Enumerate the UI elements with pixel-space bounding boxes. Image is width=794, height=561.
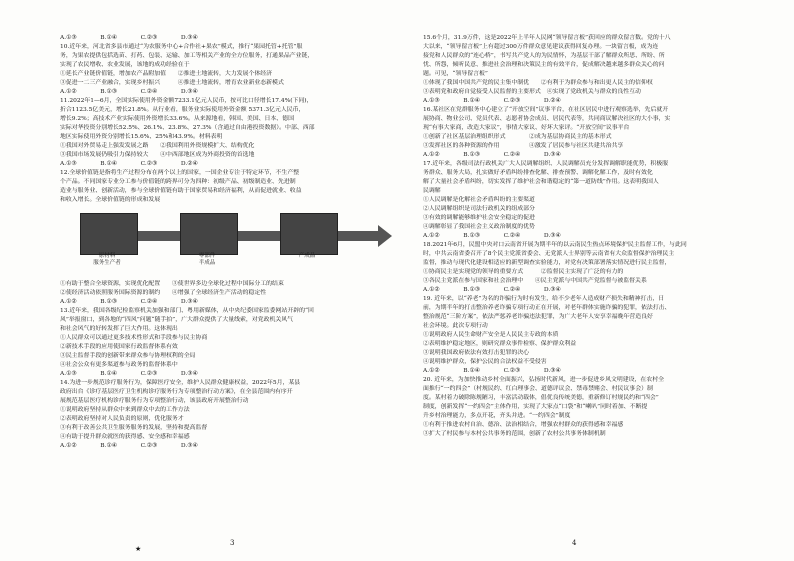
text-line: A.①③ B.①④ C.②③ D.③④ [60,35,198,41]
diagram-image-products [280,213,338,255]
text-line: A.①③ B.①④ C.②③ D.②④ [60,161,198,167]
diagram-stage-1: 原材料 服务生产者 [93,253,121,266]
right-text [423,34,748,439]
text-line: 14.为进一步规范诊疗服务行为，保障医疗安全，维护人民群众健康权益，2022年5月，某县 [60,380,301,386]
text-line: 整治规范“三阶方案”，依法严惩养老诈骗违法犯罪，为广大老年人安享幸福晚年营造良好 [423,314,653,320]
left-top-text [60,34,385,205]
text-line: ②人民调解组织是司法行政机关的组成部分 [423,206,535,212]
text-line: 18.2021年6月，民盟中央对口云南省开展为期半年的以云南民生热点环境保护民主监督工作，与此同 [423,242,687,248]
text-line: 大以来，“领导留言板”上有超过300万件群众意见建议获得回复办理。一块留言板，成为连 [423,44,659,50]
text-line: 19. 近年来，以“养老”为名的诈骗行为时有发生，给不少老年人造成财产损失和精神打击，日 [423,296,665,302]
text-line: ②表明维护稳定地区，则研究群众事件检察、保护群众利益 [423,341,577,347]
text-line: ①有利于推进农村自治、德治、法治相结合，增强农村群众的获得感和幸福感 [423,422,624,428]
text-line: ③表明党和政府自觉接受人民监督的主要形式 ④实现了党政机关与群众的良性互动 [423,89,641,95]
diagram-image-parts [180,213,238,255]
text-line: A.①② B.①③ C.②④ D.③④ [60,299,198,305]
text-line: 务群众、服务大局，扎实做好矛盾纠纷排查化解、排查预警、调解化解工作，及时有效化 [423,170,653,176]
text-line: 10.近年来，河北省多县市通过“为农服务中心+合作社+果农”模式，推行“果园托管+托管”服 [60,44,303,50]
text-line: ②新技术手段的应用使国家行政监督体系有效 [60,344,178,350]
text-line: 政府出台《诊疗基层医疗卫生机构诊疗服务行为专项整治行动方案》，在全县范围内有序开 [60,389,293,395]
text-line: ②表明政府坚持对人民负责的原则，优化服务才 [60,416,184,422]
diagram-arrow-head [378,225,392,247]
text-line: ③民主监督手段的创新带来群众参与协理权利的全局 [60,353,196,359]
diagram-stage-2: 零部件 半成品 [198,253,216,266]
text-line: 20. 近年来，为加快推动乡村全面振兴，弘扬时代新风，进一步促进乡风文明建设，在农村全 [423,377,664,383]
text-line: ①有助于整合全球资源，实现优化配置 ③使世界多边全球化过程中国际分工的结束 [60,281,284,287]
text-line: 民调解 [423,188,441,194]
text-line: 社会环境。此次专项行动 [423,323,488,329]
text-line: ③扩大了村民参与本村公共事务的范围，创新了农村公共事务体制机制 [423,431,606,437]
left-mid-text [60,280,385,451]
text-line: 现“有事大家商，改造大家议”，事情大家议、好坏大家评。“开放空间”议事平台 [423,125,630,131]
text-line: A.①② B.①③ C.②④ D.③④ [423,152,561,158]
text-line: ①体现了我国中国共产党的民主集中制优 ②有利于为群众参与和出更人民主的信仰权 [423,80,653,86]
text-line: A.①② B.①④ C.②③ D.③④ [423,368,561,374]
text-line: 监督，推动与现代化建设相适应的新型调查实验能力，对党有决策部署落实情况进行民主监督， [423,260,671,266]
text-line: 忧、所怨，倾听民意、推进社会治理和决策民主的有效平台，促成解决越来越多群众关心的问 [423,62,665,68]
text-line: ②使经济活动依照服务国际资源的制约 ④增强了全球经济生产活动的稳定性 [60,290,267,296]
diagram-image-raw-materials [80,213,138,255]
text-line: 题。可见，“领导留言板” [423,71,488,77]
text-line: ④调解彰显了我国社会主义政治制度的优势 [423,224,535,230]
text-line: A.①② B.①③ C.②④ D.③④ [60,89,198,95]
text-line: ④说明维护群众，保护公民的合法权益不受侵害 [423,359,547,365]
text-line: ①人民群众可以通过更多技术性形式和手段参与民主协商 [60,335,208,341]
text-line: 时，中共云南省委召开了8个民主党派省委会、无党派人士界别等云南省有大众监督保护治理民主 [423,251,675,257]
text-line: 17.近年来，各级司法行政机关广大人民调解组织、人民调解员充分发挥调解职能优势，积极服 [423,161,668,167]
page-number-right: 4 [572,539,577,547]
text-line: ①我国对外贸易走上强发发展之路 ②我国利用外资规模扩大、结构优化 [60,143,255,149]
bottom-mark: ★ [135,545,142,553]
diagram-stage-3: 产成品 [298,253,316,259]
text-line: 增长9.2%；高技术产业实际使用外资增长33.6%。从来源地看，韩国、美国、日本、德国 [60,116,294,122]
text-line: 实际对华投资分别增长52.5%、26.1%、23.8%、27.3%（含通过自由港投资数据）。中部、西部 [60,125,315,131]
text-line: ③说明我国政府依法有效打击犯罪的决心 [423,350,530,356]
text-line: 前，为期半年的打击整治养老诈骗专项行动正在开展，对老年群体实施诈骗的犯罪，依法打击、 [423,305,671,311]
text-line: 折合1123.5亿美元，增长21.8%。从行业看，服务业实际使用外资金额 5371.3亿元人民币， [60,107,305,113]
text-line: 16.某社区在党群服务中心建立了“开放空间”议事平台，在社区居民中进行观察选举，先后就开 [423,107,669,113]
text-line: 展协商、物业公司、党员代表、志愿者协会成员、居民代表等，共同商议解决社区的大小事，实 [423,116,671,122]
text-line: 升乡村治理能力，多点开花，齐头并进。“一约四会”制度 [423,413,571,419]
text-line: A.①③ B.①④ C.②③ D.③④ [60,371,198,377]
right-page [397,0,794,561]
text-line: 制度，创新发挥“一约四会”主体作用，实现了大家点“口袋”和“喇叭”同时着加、不断提 [423,404,648,410]
text-line: A.①② B.①③ C.②④ D.③④ [423,287,561,293]
text-line: ①协商民主是实现党的领导的重要方式 ②监督民主实现了广泛的有力的 [423,269,624,275]
text-line: ③各民主党派在参与国家和社会治理中 ④民主党派与中国共产党监督与被监督关系 [423,278,647,284]
text-line: ③发挥社区的各种资源的作用 ④激发了居民参与社区共建共治共享 [423,143,624,149]
text-line: 12.全球价值链是指将生产过程分布在两个以上的国家，一国企业专注于特定环节，不生产整 [60,170,300,176]
text-line: ①创新了社区基层治理组织形式 ②成为基层协商民主的基本形式 [423,134,612,140]
text-line: 实现了农民增收、农业发展，该地的成功经验在于 [60,62,190,68]
text-line: 度。某村着力破除陈规陋习，丰富活动载体，倡优良传统美德，重新修订村规民约和“四会” [423,395,659,401]
text-line: 地区实际使用外资分别增长15.6%、25%和43.9%。材料表明 [60,134,223,140]
text-line: 展规范基层医疗机构诊疗服务行为专项整治行动，该县政府开展整治行动 [60,398,249,404]
text-line: 和社会风气的好转发挥了巨大作用。这体现出 [60,326,178,332]
text-line: 15.6个月，31.9万件，这是2022年上半年人民网“领导留言板”获回应的群众留言数。党的十八 [423,35,671,41]
text-line: ④社会公众有更多渠道参与政务的监督体系中 [60,362,178,368]
text-line: ③促进一二三产业融合，实现乡村振兴 ④推进土地流转，增育农业新业态新模式 [60,80,284,86]
text-line: ①说明政府人民生命财产安全是人民民主专政的本质 [423,332,559,338]
text-line: ①人民调解是化解社会矛盾纠纷的主要渠道 [423,197,535,203]
text-line: 面推行“一约四会”（村规民约、红白理事会、道德评议会、禁毒禁赌会、村民议事会）制 [423,386,653,392]
diagram-arrow-bar [100,231,380,241]
text-line: 风”举报窗口，到各地的“四风”问题“随手拍”，广大群众提供了大量线索，对党政机关风气 [60,317,294,323]
text-line: ③有利于改善公共卫生服务服务的发展，坚持和提高监督 [60,425,208,431]
text-line: 务，为果农提供包括选苗、打药、包装、运输、加工等相关产业的全方位服务，打通果品产业链， [60,53,314,59]
text-line: ①延长产业链价值链，增加农产品附加值 ②推进土地流转，大力发展个体经济 [60,71,273,77]
text-line: A.①③ B.①④ C.②③ D.②④ [423,98,561,104]
value-chain-diagram [60,207,385,277]
text-line: A.①② B.①③ C.②④ D.③④ [423,233,561,239]
text-line: 和收入增长。全球价值链的形成和发展 [60,197,161,203]
page-number-left: 3 [230,539,235,547]
text-line: ③我国市场发展仍吸引力保持较大 ④中西部地区成为外商投资的首选地 [60,152,255,158]
text-line: A.①② B.①④ C.②③ D.③④ [60,443,198,449]
text-line: ④有助于提升群众就医的获得感、安全感和幸福感 [60,434,190,440]
text-line: 13.近年来，我国各级纪检监察机关加强和部门、粤用新媒体，从中央纪委国家监委网站开辟的“回 [60,308,314,314]
text-line: 解了大量社会矛盾纠纷，切实发挥了维护社会和谐稳定的“第一道防线”作用。这表明我国人 [423,179,659,185]
text-line: ③有效的调解能够维护社会安全稳定的促进 [423,215,535,221]
text-line: 接党和人民群众的“连心桥”，书写共产党人的为民情怀，为基层干部了解群众所思、所盼、所 [423,53,665,59]
text-line: 造业与服务业、创新活动，参与全球价值链有助于国家贸易和经济福利，从而促进就业、收益 [60,188,302,194]
text-line: ①说明政府坚持从群众中来到群众中去的工作方法 [60,407,190,413]
text-line: 个产品。不同国家专业分工参与价值链的跨界可分为四种：初级产品、初级制造业、先进制 [60,179,296,185]
text-line: 11.2022年1—6月，全国实际使用外资金额7233.1亿元人民币，按可比口径增长17.4%(下同)， [60,98,313,104]
